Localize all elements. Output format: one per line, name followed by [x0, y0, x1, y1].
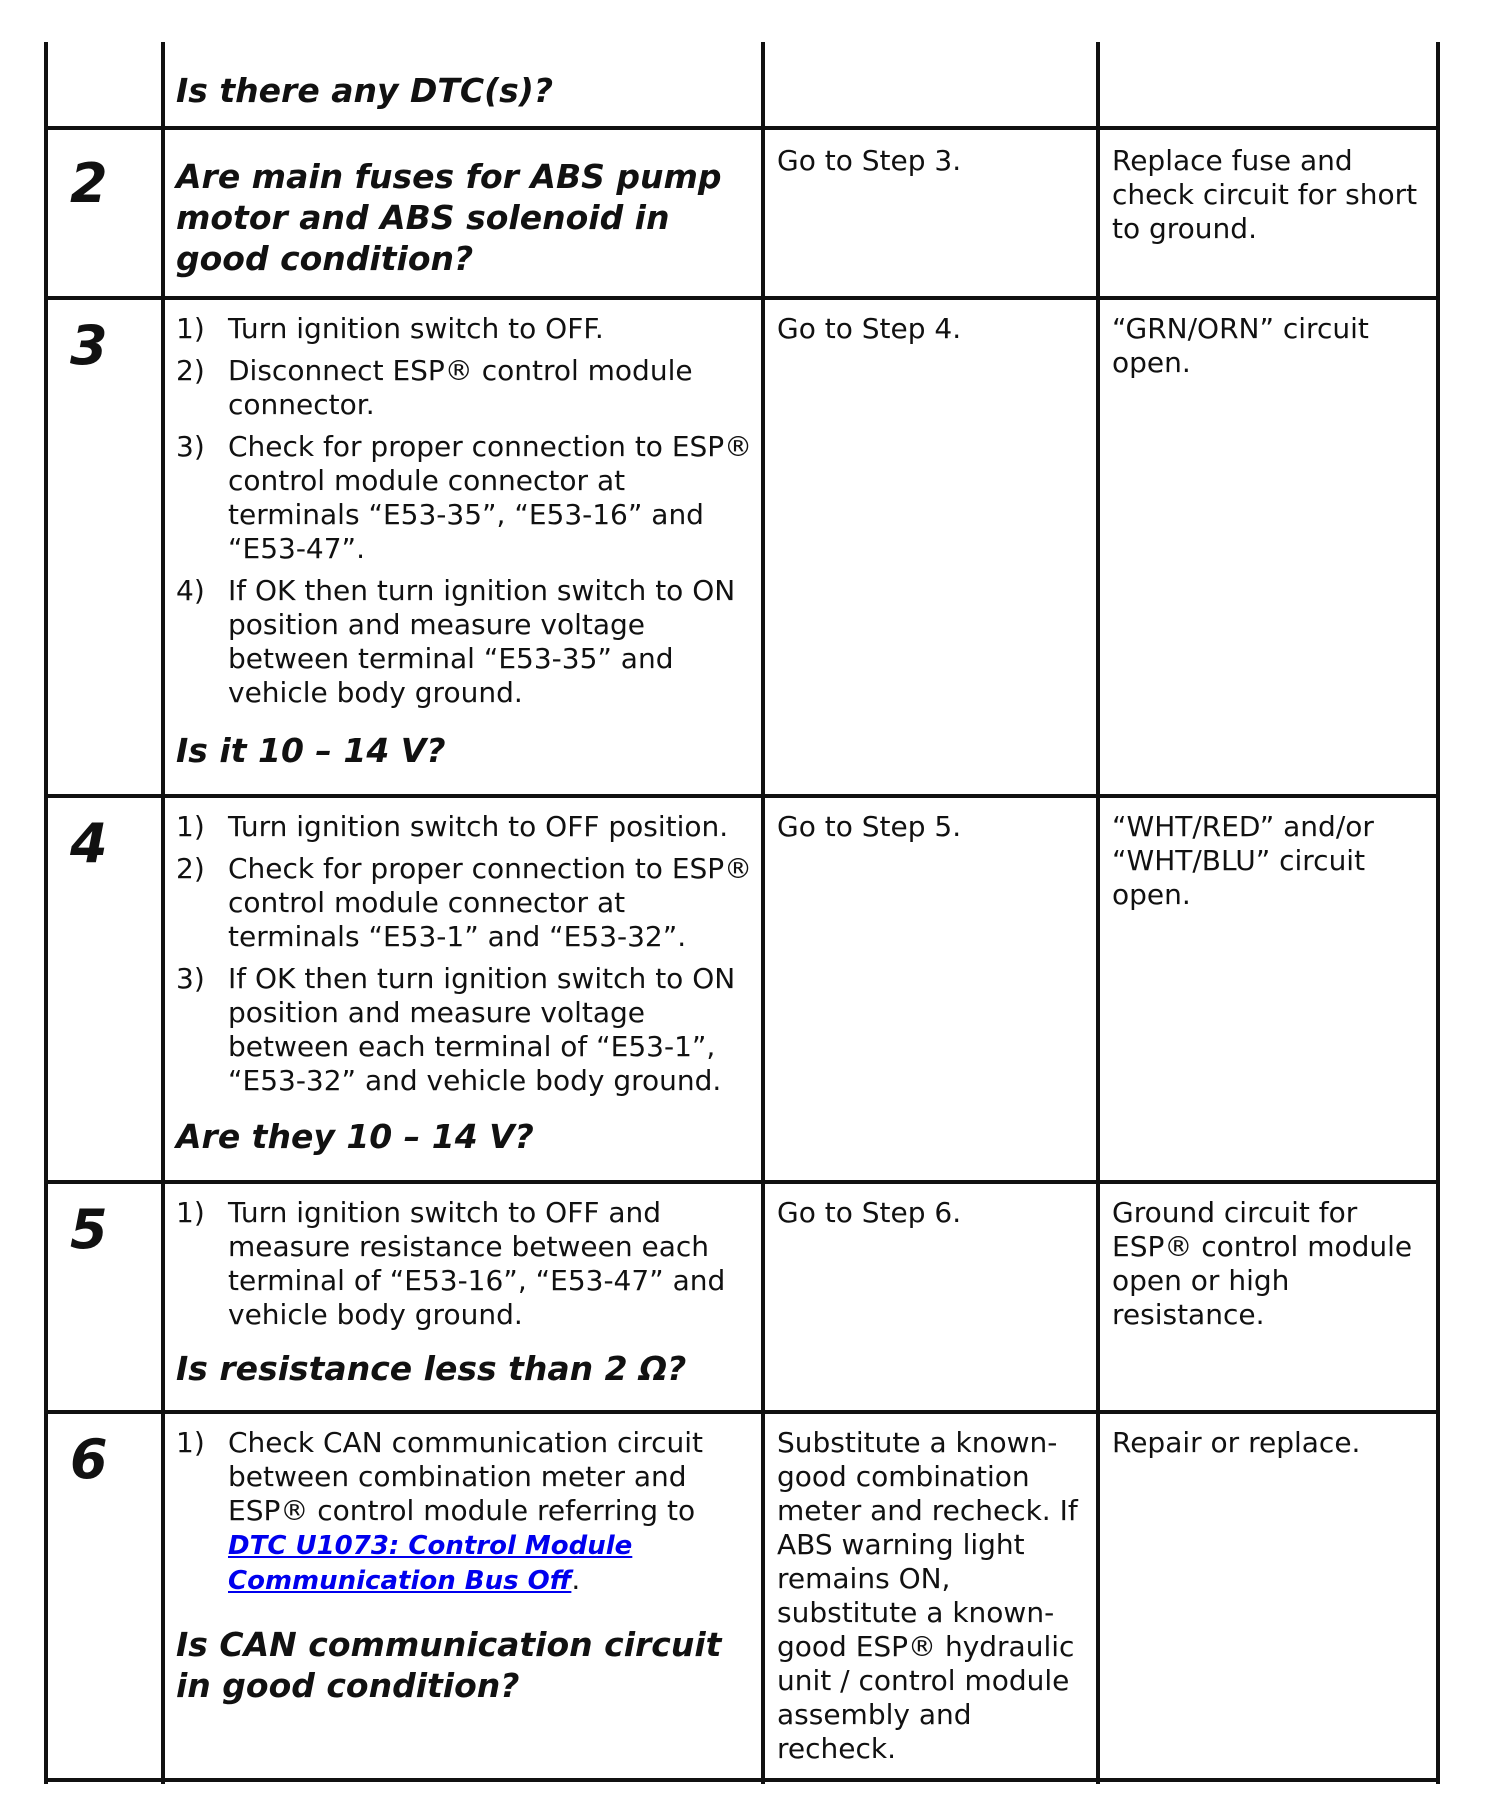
row-5-no: Ground circuit for ESP® control module open or high resistance.	[1112, 1196, 1413, 1331]
row-5-yes: Go to Step 6.	[777, 1196, 962, 1229]
procedure-step	[176, 1426, 756, 1598]
procedure-step	[176, 852, 756, 954]
step-text: Turn ignition switch to OFF position.	[228, 810, 729, 843]
table-border-right	[1436, 42, 1440, 1784]
row-divider	[44, 1410, 1440, 1414]
row-3-procedure	[176, 312, 756, 718]
step-number: 3	[70, 314, 108, 377]
row-4-no: “WHT/RED” and/or “WHT/BLU” circuit open.	[1112, 810, 1374, 911]
step-index: 3)	[176, 430, 205, 463]
row-6-no: Repair or replace.	[1112, 1426, 1361, 1459]
step-index: 3)	[176, 962, 205, 995]
step-index: 1)	[176, 1196, 205, 1229]
row-4-procedure	[176, 810, 756, 1106]
step-text: Disconnect ESP® control module connector.	[228, 354, 693, 421]
procedure-step	[176, 430, 756, 566]
step-index: 2)	[176, 354, 205, 387]
procedure-list	[176, 1426, 756, 1598]
procedure-step	[176, 810, 756, 844]
row-6-question: Is CAN communication circuit in good condition?	[176, 1625, 722, 1705]
step-number: 5	[70, 1198, 108, 1261]
row-3-yes: Go to Step 4.	[777, 312, 962, 345]
row-5-procedure	[176, 1196, 756, 1340]
procedure-list	[176, 1196, 756, 1332]
row-divider	[44, 296, 1440, 300]
row-2-yes: Go to Step 3.	[777, 144, 962, 177]
troubleshooting-table	[44, 42, 1444, 1784]
procedure-list	[176, 810, 756, 1098]
column-divider-no	[1096, 42, 1100, 1784]
step-index: 1)	[176, 1426, 205, 1459]
step-index: 2)	[176, 852, 205, 885]
step-text: Turn ignition switch to OFF.	[228, 312, 604, 345]
row-4-question: Are they 10 – 14 V?	[176, 1117, 534, 1156]
row-5-question: Is resistance less than 2 Ω?	[176, 1349, 687, 1388]
row-divider	[44, 794, 1440, 798]
table-border-left	[44, 42, 48, 1784]
step-text: Turn ignition switch to OFF and measure resistance between each terminal of “E53-16”, “E53-47” and vehicle body ground.	[228, 1196, 726, 1331]
step-text-end: .	[571, 1563, 581, 1596]
row-6-yes: Substitute a known-good combination meter and recheck. If ABS warning light remains ON, substitute a known-good ESP® hydraulic unit / control module assembly and recheck.	[777, 1426, 1078, 1765]
row-1-question: Is there any DTC(s)?	[176, 71, 554, 110]
row-2-no: Replace fuse and check circuit for short to ground.	[1112, 144, 1418, 245]
step-index: 1)	[176, 312, 205, 345]
step-text: If OK then turn ignition switch to ON position and measure voltage between terminal “E53-35” and vehicle body ground.	[228, 574, 736, 709]
step-text: Check for proper connection to ESP® control module connector at terminals “E53-35”, “E53-16” and “E53-47”.	[228, 430, 753, 565]
row-2-question: Are main fuses for ABS pump motor and ABS solenoid in good condition?	[176, 157, 722, 278]
procedure-step	[176, 354, 756, 422]
step-number: 2	[70, 152, 108, 215]
column-divider-step	[161, 42, 165, 1784]
row-divider	[44, 126, 1440, 130]
row-4-yes: Go to Step 5.	[777, 810, 962, 843]
procedure-step	[176, 574, 756, 710]
step-index: 4)	[176, 574, 205, 607]
table-border-bottom	[44, 1778, 1440, 1782]
step-index: 1)	[176, 810, 205, 843]
procedure-list	[176, 312, 756, 710]
column-divider-yes	[761, 42, 765, 1784]
step-text: If OK then turn ignition switch to ON position and measure voltage between each terminal of “E53-1”, “E53-32” and vehicle body ground.	[228, 962, 736, 1097]
row-3-question: Is it 10 – 14 V?	[176, 731, 446, 770]
step-text: Check CAN communication circuit between combination meter and ESP® control module referring to	[228, 1426, 703, 1527]
step-number: 4	[70, 812, 108, 875]
row-3-no: “GRN/ORN” circuit open.	[1112, 312, 1369, 379]
step-text: Check for proper connection to ESP® control module connector at terminals “E53-1” and “E53-32”.	[228, 852, 753, 953]
dtc-u1073-link[interactable]: DTC U1073: Control Module Communication Bus Off	[228, 1531, 633, 1596]
procedure-step	[176, 312, 756, 346]
row-6-procedure	[176, 1426, 756, 1606]
procedure-step	[176, 962, 756, 1098]
step-number: 6	[70, 1428, 108, 1491]
procedure-step	[176, 1196, 756, 1332]
row-divider	[44, 1180, 1440, 1184]
